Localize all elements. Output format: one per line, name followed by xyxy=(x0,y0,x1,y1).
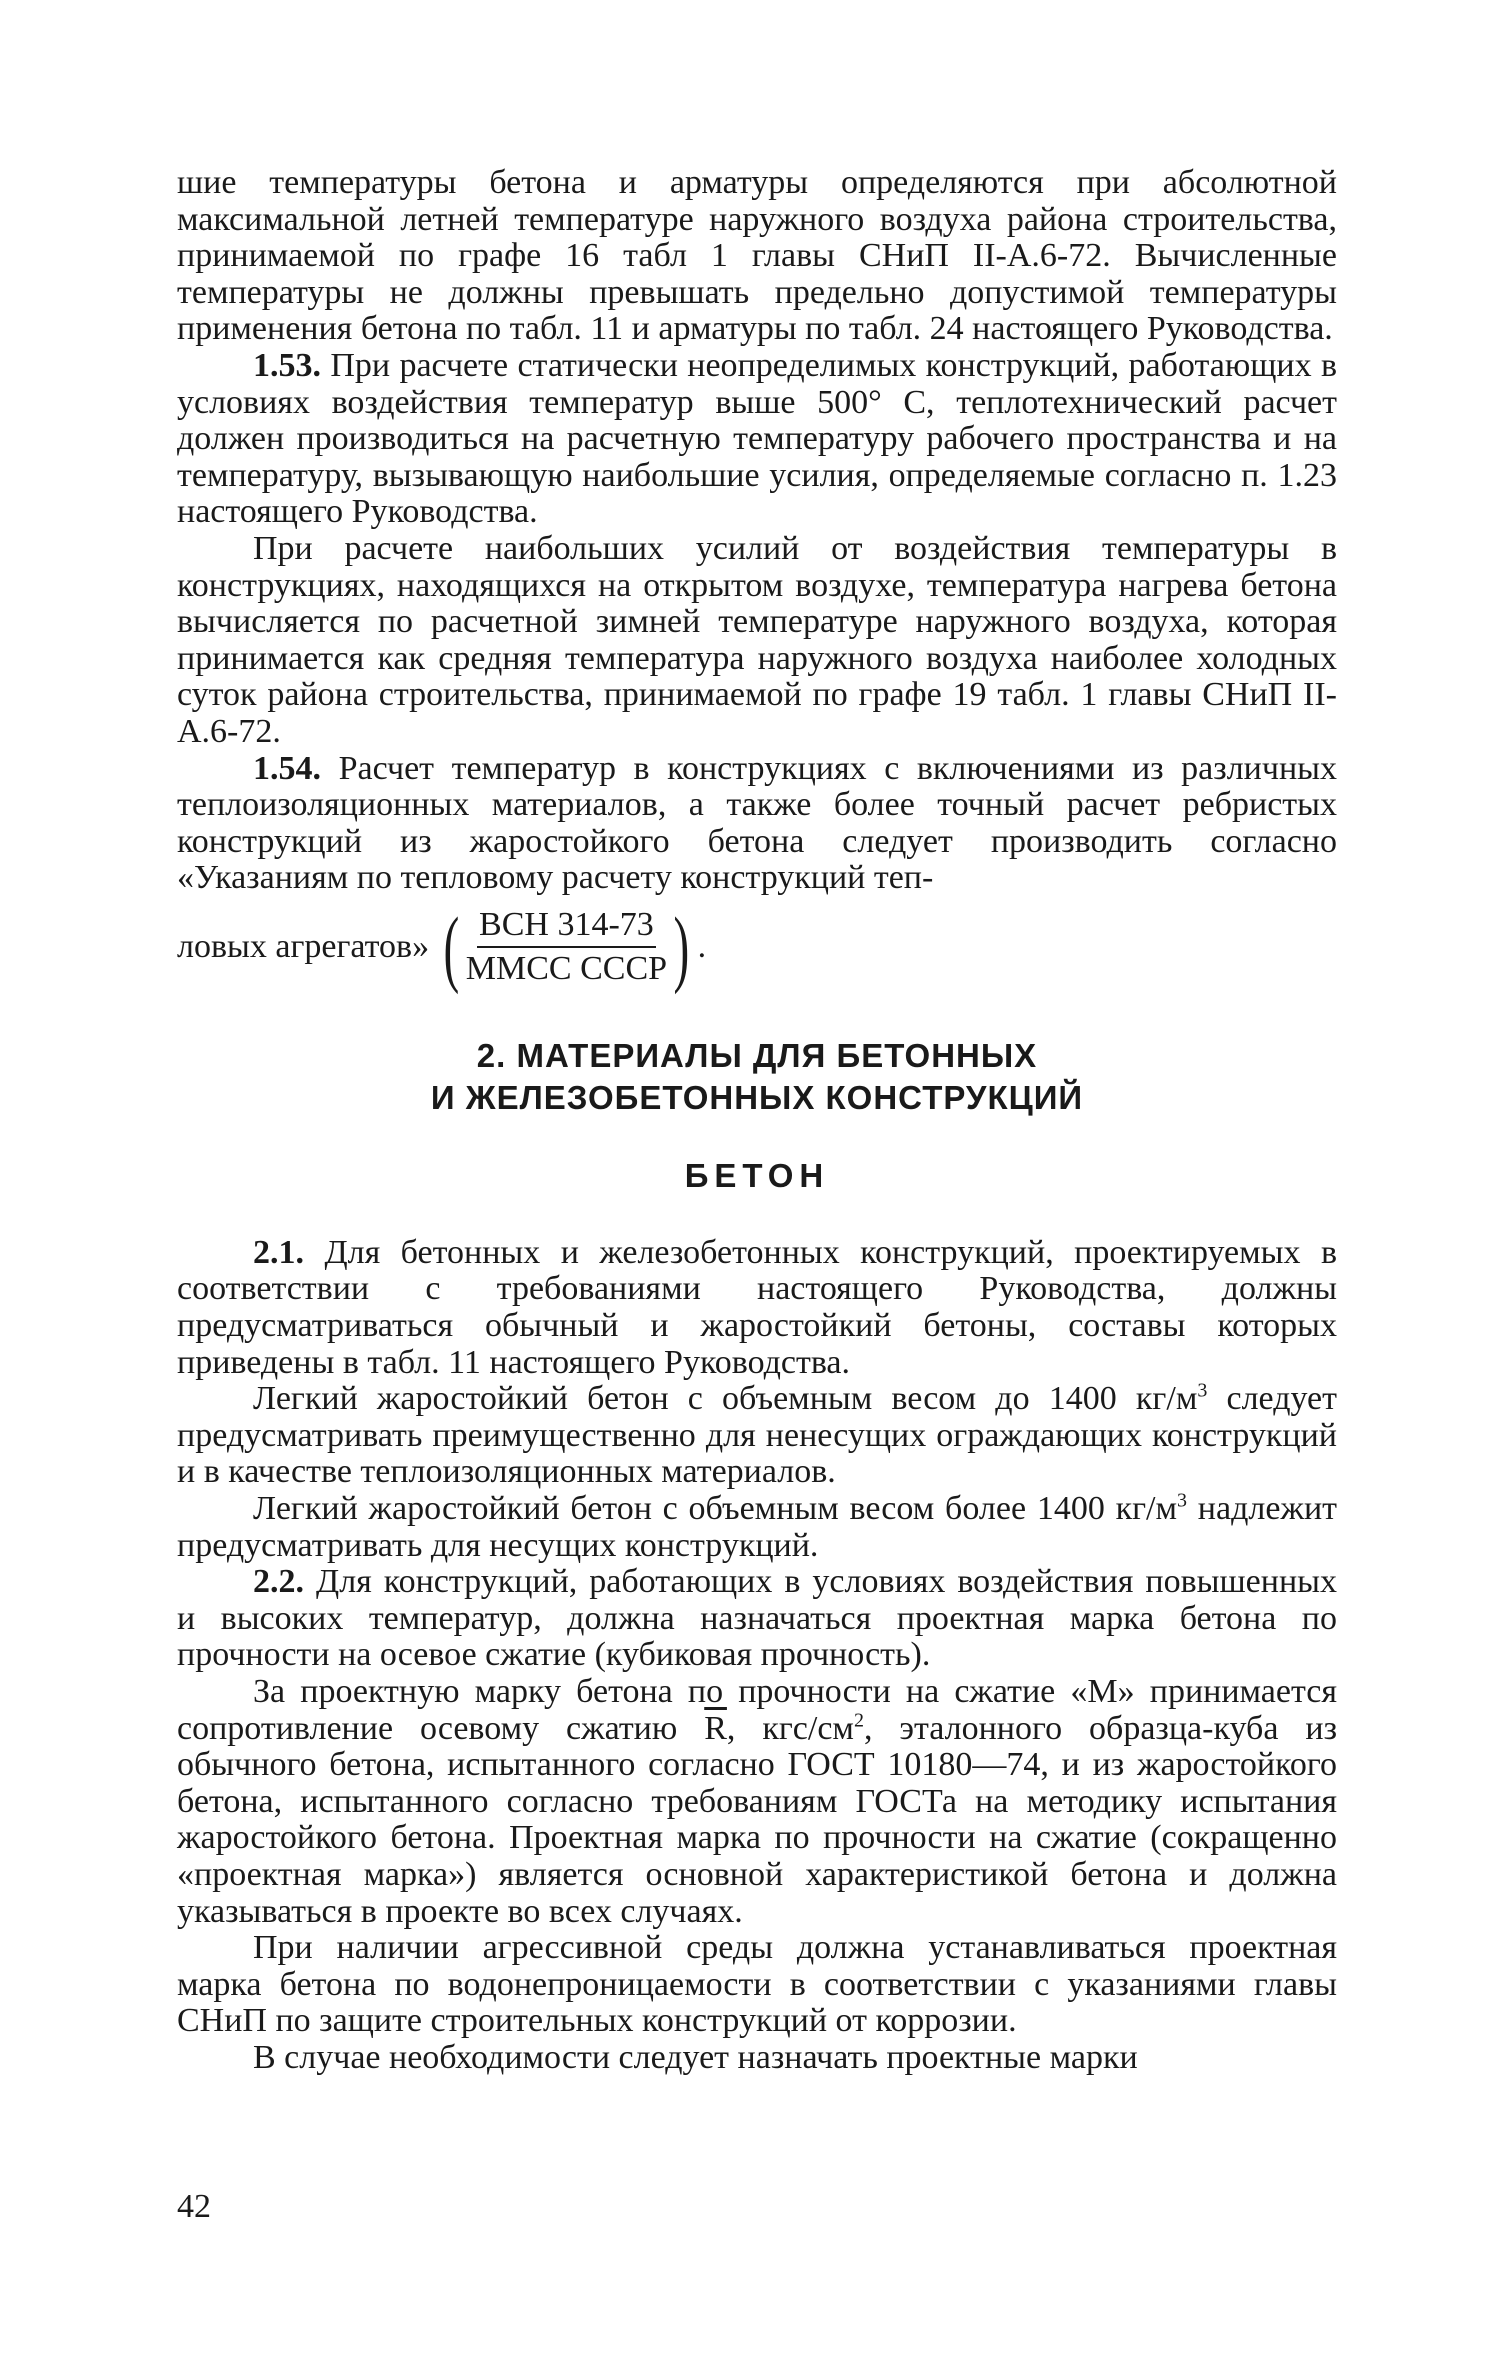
paragraph-2-2 xyxy=(177,1564,1337,1674)
close-paren: ) xyxy=(673,898,690,995)
clause-number: 1.53. xyxy=(253,346,321,384)
page-number: 42 xyxy=(177,2188,211,2225)
paragraph-text-rest: надлежит предусматривать для несущих конструкций. xyxy=(177,1490,1337,1564)
paragraph-text: Легкий жаростойкий бетон с объемным весом более 1400 кг/м xyxy=(253,1490,1178,1528)
paragraph-text: Для бетонных и железобетонных конструкций, проектируемых в соответствии с требованиями настоящего Руководства, должны предусматриваться обычный и жаростойкий бетоны, составы которых приведены в табл. 11 настоящего Руководства. xyxy=(177,1233,1337,1381)
paragraph-design-grade xyxy=(177,1674,1337,1930)
paragraph-text-rest: , эталонного образца-куба из обычного бетона, испытанного согласно ГОСТ 10180—74, и из жаростойкого бетона, испытанного согласно требованиям ГОСТа на методику испытания жаростойкого бетона. Проектная марка по прочности на сжатие (сокращенно «проектная марка») является основной характеристикой бетона и должна указываться в проекте во всех случаях. xyxy=(177,1709,1337,1930)
formula-lead-text: ловых агрегатов» xyxy=(177,927,430,965)
page-body xyxy=(177,165,1337,2077)
paragraph-2-1 xyxy=(177,1235,1337,1381)
formula-period: . xyxy=(697,927,707,965)
superscript: 3 xyxy=(1197,1379,1208,1402)
paragraph-text-rest: следует предусматривать преимущественно для ненесущих ограждающих конструкций и в качестве теплоизоляционных материалов. xyxy=(177,1380,1337,1491)
paragraph-light-concrete-2 xyxy=(177,1491,1337,1564)
paragraph-final: В случае необходимости следует назначать проектные марки xyxy=(253,2038,1138,2076)
paragraph-text: Для конструкций, работающих в условиях воздействия повышенных и высоких температур, должна назначаться проектная марка бетона по прочности на осевое сжатие (кубиковая прочность). xyxy=(177,1563,1338,1674)
clause-number: 2.2. xyxy=(253,1563,304,1601)
clause-number: 1.54. xyxy=(253,749,321,787)
paragraph-1-53 xyxy=(177,348,1337,531)
paragraph-1-54 xyxy=(177,751,1337,897)
section-heading-line-2: И ЖЕЛЕЗОБЕТОННЫХ КОНСТРУКЦИЙ xyxy=(430,1078,1084,1116)
section-heading xyxy=(177,1035,1337,1119)
r-symbol: $\overline{R}$ xyxy=(704,1709,727,1747)
superscript: 2 xyxy=(853,1709,864,1732)
section-heading-line-1: 2. МАТЕРИАЛЫ ДЛЯ БЕТОННЫХ xyxy=(476,1036,1038,1074)
standard-reference-line xyxy=(177,897,1337,997)
paragraph-text: Расчет температур в конструкциях с включениями из различных теплоизоляционных материалов, а также более точный расчет ребристых конструкций из жаростойкого бетона следует производить согласно «Указаниям по тепловому расчету конструкций теп- xyxy=(177,749,1338,897)
standard-reference-fraction xyxy=(437,898,707,995)
paragraph-continuation: шие температуры бетона и арматуры определяются при абсолютной максимальной летней температуре наружного воздуха района строительства, принимаемой по графе 16 табл 1 главы СНиП II-А.6-72. Вычисленные температуры не должны превышать предельно допустимой температуры применения бетона по табл. 11 и арматуры по табл. 24 настоящего Руководства. xyxy=(177,164,1337,348)
subsection-heading: БЕТОН xyxy=(684,1156,830,1194)
paragraph-aggressive-environment: При наличии агрессивной среды должна устанавливаться проектная марка бетона по водонепроницаемости в соответствии с указаниями главы СНиП по защите строительных конструкций от коррозии. xyxy=(177,1929,1337,2040)
fraction-body xyxy=(466,906,667,988)
paragraph-winter-temperature: При расчете наибольших усилий от воздействия температуры в конструкциях, находящихся на открытом воздухе, температура нагрева бетона вычисляется по расчетной зимней температуре наружного воздуха, которая принимается как средняя температура наружного воздуха наиболее холодных суток района строительства, принимаемой по графе 19 табл. 1 главы СНиП II-А.6-72. xyxy=(177,529,1337,750)
paragraph-text: За проектную марку бетона по прочности на сжатие «М» принимается сопротивление осевому сжатию xyxy=(177,1673,1337,1747)
superscript: 3 xyxy=(1177,1489,1188,1512)
paragraph-text: , кгс/см xyxy=(726,1709,854,1747)
fraction-numerator: ВСН 314-73 xyxy=(477,906,656,948)
clause-number: 2.1. xyxy=(253,1233,304,1271)
open-paren: ( xyxy=(443,898,460,995)
paragraph-light-concrete xyxy=(177,1381,1337,1491)
paragraph-text: Легкий жаростойкий бетон с объемным весом до 1400 кг/м xyxy=(253,1380,1198,1418)
fraction-denominator: ММСС СССР xyxy=(465,949,668,987)
paragraph-text: При расчете статически неопределимых конструкций, работающих в условиях воздействия температур выше 500° С, теплотехнический расчет должен производиться на расчетную температуру рабочего пространства и на температуру, вызывающую наибольшие усилия, определяемые согласно п. 1.23 настоящего Руководства. xyxy=(177,346,1338,531)
